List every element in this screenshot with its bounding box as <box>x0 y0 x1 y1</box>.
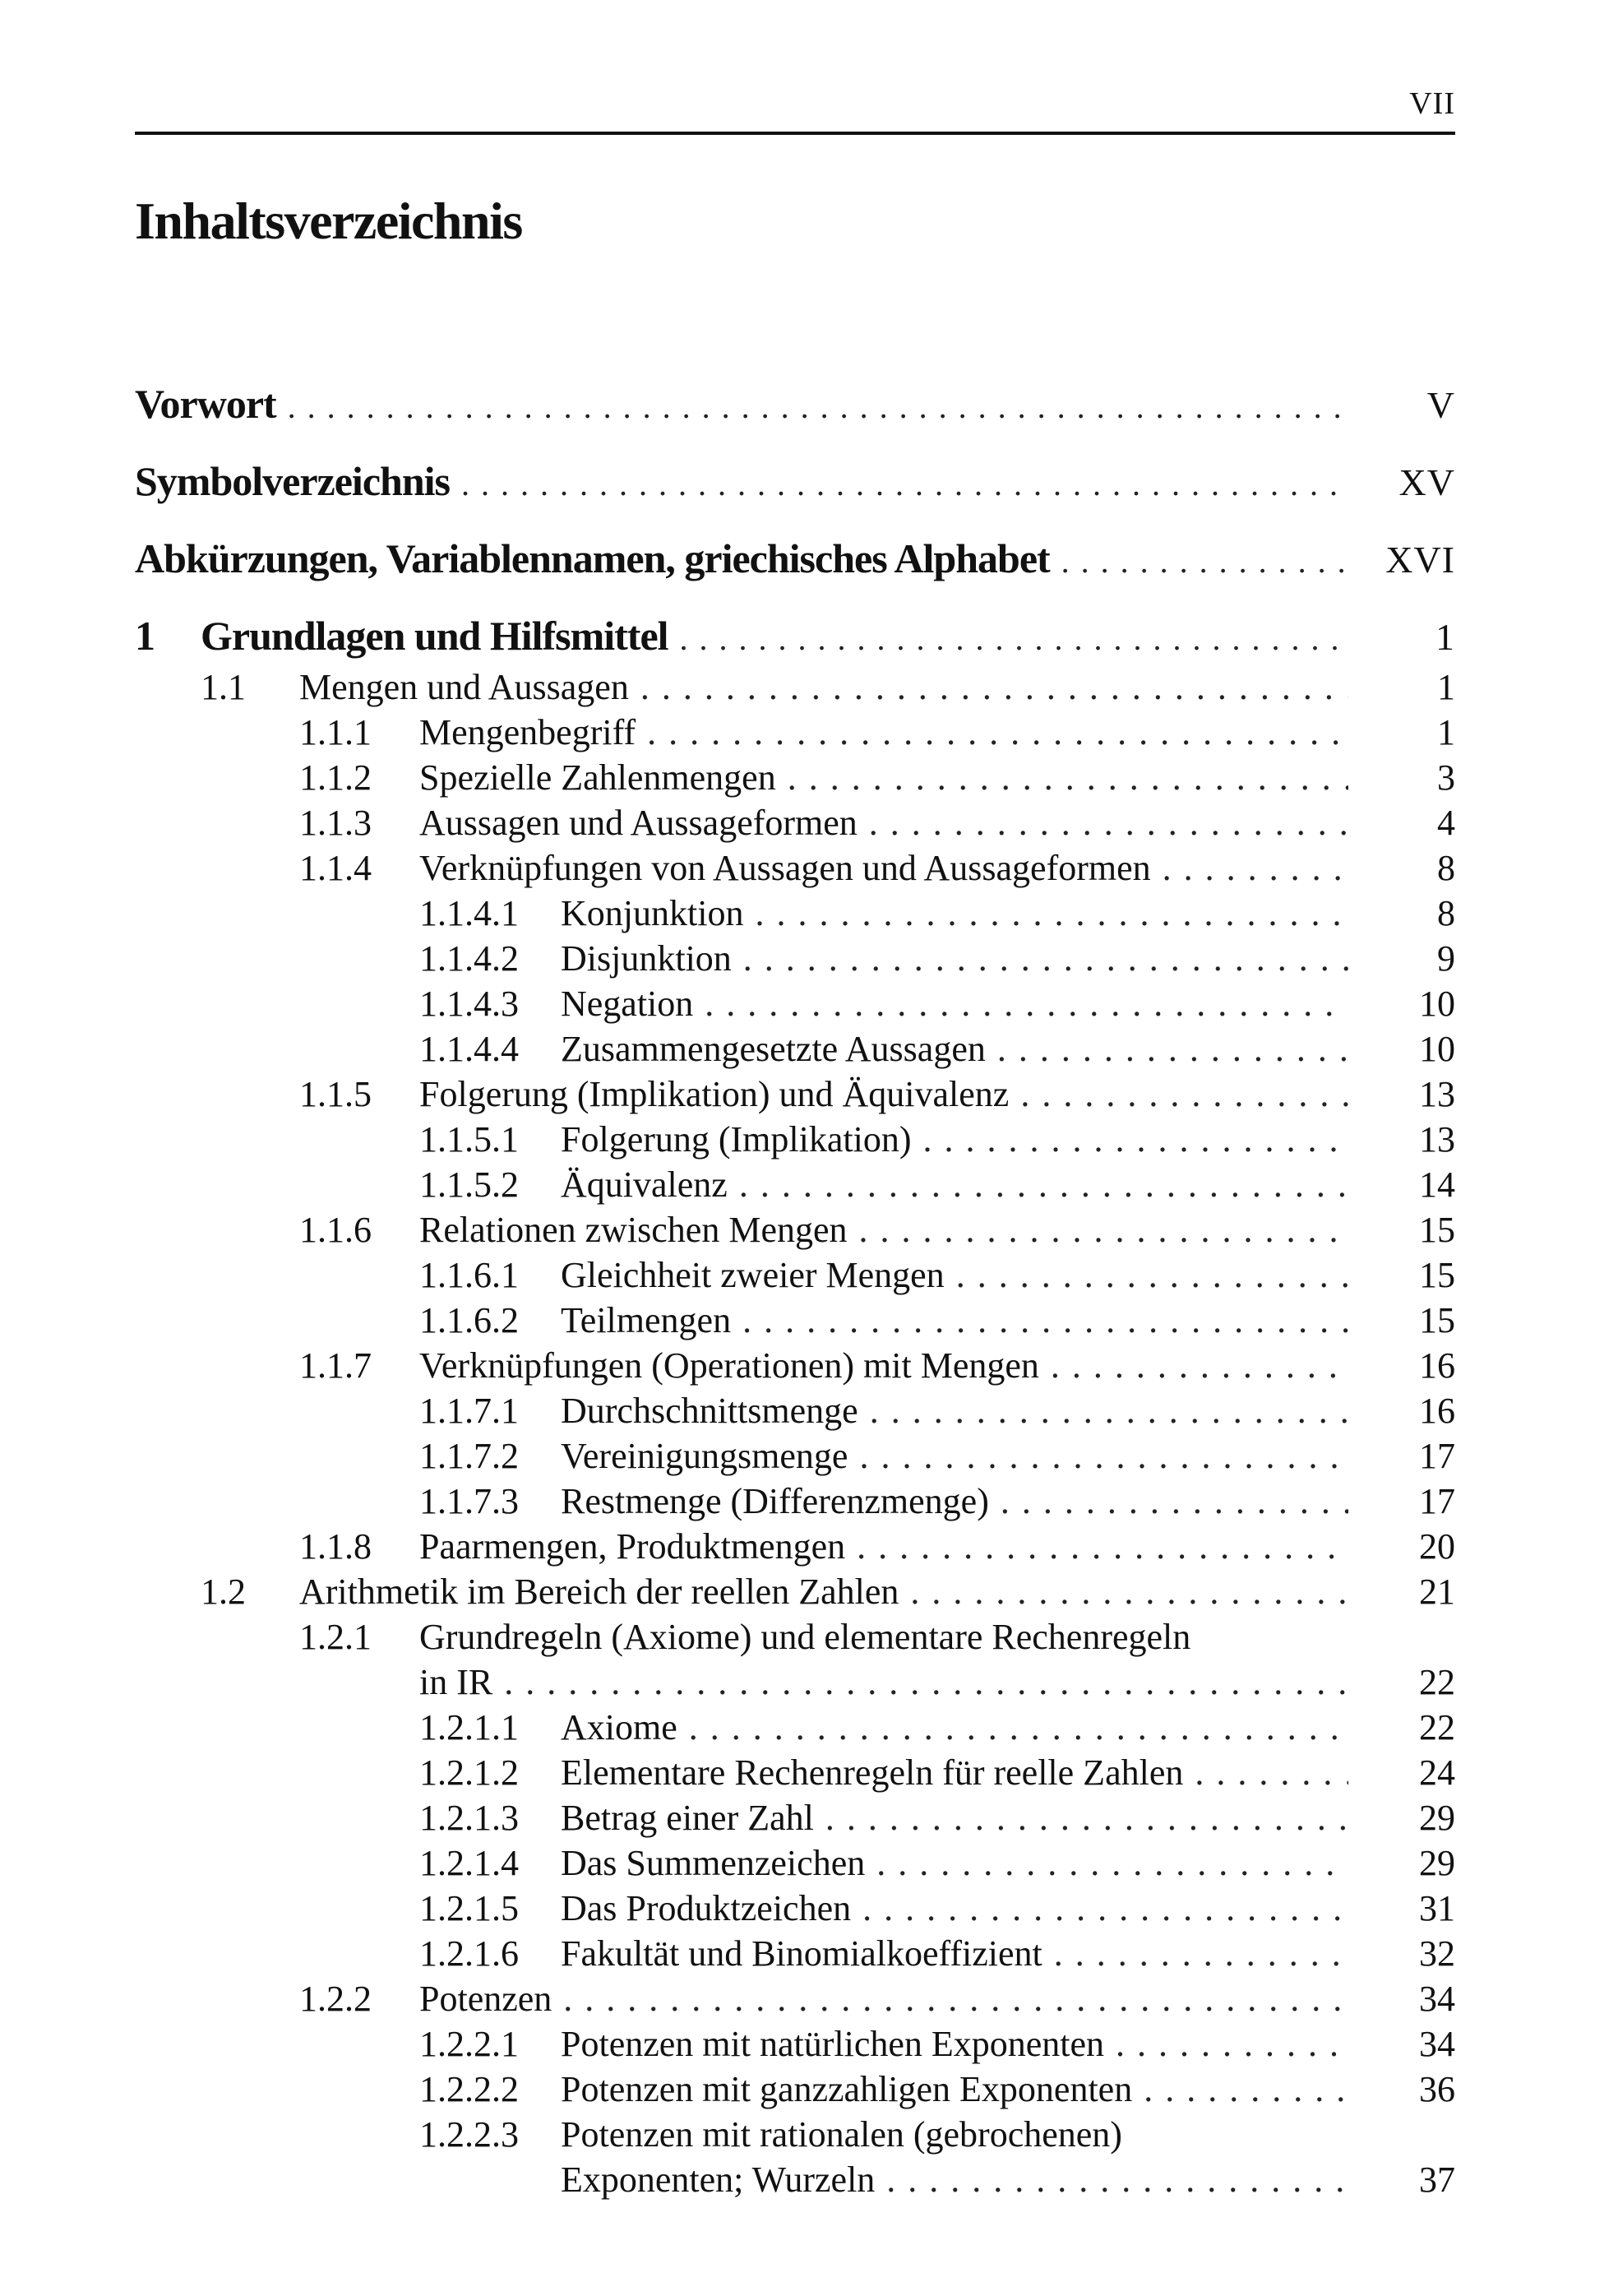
toc-entry-page: 15 <box>1419 1210 1455 1250</box>
toc-entry-page: 15 <box>1419 1255 1455 1295</box>
toc-entry[interactable] <box>135 1118 1455 1164</box>
toc-entry-number: 1.2.2.2 <box>419 2069 519 2109</box>
toc-entry-number: 1.2.1.6 <box>419 1933 519 1974</box>
dot-leader <box>755 892 1348 934</box>
toc-entry-number: 1.2.1.2 <box>419 1752 519 1793</box>
toc-entry-number: 1.1.7.1 <box>419 1391 519 1431</box>
toc-entry-title-continued: in IR <box>419 1662 493 1702</box>
dot-leader <box>705 983 1348 1025</box>
toc-entry[interactable] <box>135 2023 1455 2068</box>
toc-entry-number: 1.2.1.4 <box>419 1843 519 1883</box>
toc-entry-number: 1.1.5.1 <box>419 1119 519 1160</box>
toc-entry[interactable] <box>135 1797 1455 1842</box>
toc-entry-abkuerzungen[interactable] <box>135 535 1455 612</box>
toc-entry[interactable] <box>135 1571 1455 1616</box>
toc-entry-title: Das Summenzeichen <box>561 1843 866 1883</box>
dot-leader <box>680 619 1348 658</box>
toc-entry[interactable] <box>135 666 1455 711</box>
toc-entry-title: Potenzen <box>419 1979 552 2019</box>
toc-entry-number: 1.2.2 <box>299 1979 372 2019</box>
dot-leader <box>859 1209 1348 1251</box>
page-title: Inhaltsverzeichnis <box>135 192 522 250</box>
toc-entry-title: Abkürzungen, Variablennamen, griechisches Alphabet <box>135 535 1050 581</box>
toc-entry-title: Elementare Rechenregeln für reelle Zahlen <box>561 1752 1184 1793</box>
toc-entry-number: 1.1.4.2 <box>419 938 519 979</box>
page-number: VII <box>1409 86 1455 121</box>
toc-entry-page: 10 <box>1419 984 1455 1024</box>
dot-leader <box>1061 542 1348 581</box>
toc-entry-title: Verknüpfungen von Aussagen und Aussageformen <box>419 848 1151 888</box>
toc-entry-title: Konjunktion <box>561 893 744 933</box>
toc-entry[interactable] <box>135 1254 1455 1299</box>
toc-entry-title: Äquivalenz <box>561 1164 728 1205</box>
dot-leader <box>1051 1345 1348 1386</box>
dot-leader <box>825 1797 1348 1839</box>
toc-entry-title: Vorwort <box>135 381 276 427</box>
toc-entry-title: Arithmetik im Bereich der reellen Zahlen <box>299 1572 899 1612</box>
toc-entry-page: 17 <box>1419 1436 1455 1476</box>
toc-entry-title: Symbolverzeichnis <box>135 458 450 504</box>
toc-chapter-1[interactable] <box>135 612 1455 666</box>
toc-entry-page: V <box>1426 384 1455 426</box>
dot-leader <box>743 937 1348 979</box>
dot-leader <box>869 802 1348 844</box>
dot-leader <box>886 2159 1348 2201</box>
toc-entry-number: 1.1.5 <box>299 1074 372 1114</box>
toc-entry-title: Folgerung (Implikation) und Äquivalenz <box>419 1074 1010 1114</box>
toc-entry-title: Folgerung (Implikation) <box>561 1119 912 1160</box>
dot-leader <box>1195 1752 1348 1794</box>
toc-entry-number: 1.1.4.4 <box>419 1029 519 1069</box>
toc-entry-title: Gleichheit zweier Mengen <box>561 1255 945 1295</box>
toc-entry[interactable] <box>135 1435 1455 1480</box>
dot-leader <box>563 1978 1348 2020</box>
toc-entry-title: Verknüpfungen (Operationen) mit Mengen <box>419 1345 1039 1386</box>
dot-leader <box>739 1164 1348 1206</box>
dot-leader <box>689 1706 1348 1748</box>
toc-entry[interactable] <box>135 1164 1455 1209</box>
toc-entry[interactable] <box>135 2113 1455 2159</box>
toc-entry[interactable] <box>135 1525 1455 1571</box>
toc-entry-title: Aussagen und Aussageformen <box>419 803 858 843</box>
toc-entry-continuation[interactable] <box>135 1661 1455 1706</box>
toc-entry-page: 8 <box>1437 893 1455 933</box>
toc-entry-page: 1 <box>1437 667 1455 707</box>
toc-entry-title: Zusammengesetzte Aussagen <box>561 1029 986 1069</box>
toc-entry[interactable] <box>135 1073 1455 1118</box>
toc-entry-vorwort[interactable] <box>135 380 1455 457</box>
toc-entry-title: Mengenbegriff <box>419 712 636 752</box>
dot-leader <box>997 1028 1348 1070</box>
toc-entry-number: 1.1.7.3 <box>419 1481 519 1521</box>
toc-entry-number: 1.1.8 <box>299 1526 372 1567</box>
toc-entry-number: 1.1.4.3 <box>419 984 519 1024</box>
toc-entry[interactable] <box>135 983 1455 1028</box>
toc-entry-page: 16 <box>1419 1345 1455 1386</box>
toc-entry[interactable] <box>135 1345 1455 1390</box>
dot-leader <box>862 1887 1348 1929</box>
toc-entry-page: XVI <box>1385 539 1455 581</box>
toc-entry-title: Paarmengen, Produktmengen <box>419 1526 846 1567</box>
dot-leader <box>461 465 1348 503</box>
dot-leader <box>1054 1933 1348 1974</box>
dot-leader <box>640 666 1348 708</box>
dot-leader <box>1020 1073 1348 1115</box>
toc-entry-page: 29 <box>1419 1843 1455 1883</box>
toc-entry[interactable] <box>135 1933 1455 1978</box>
dot-leader <box>923 1118 1349 1160</box>
toc-entry-title: Potenzen mit rationalen (gebrochenen) <box>561 2114 1122 2155</box>
toc-entry-page: 22 <box>1419 1707 1455 1747</box>
toc-entry-title: Negation <box>561 984 694 1024</box>
toc-entry-page: 13 <box>1419 1119 1455 1160</box>
toc-entry-number: 1.2.1 <box>299 1617 372 1657</box>
toc-entry-title: Grundregeln (Axiome) und elementare Rechenregeln <box>419 1617 1191 1657</box>
toc-entry-number: 1.2.2.1 <box>419 2024 519 2064</box>
toc-entry[interactable] <box>135 1842 1455 1887</box>
toc-entry-page: 37 <box>1419 2159 1455 2200</box>
toc-entry[interactable] <box>135 1752 1455 1797</box>
toc-entry[interactable] <box>135 1209 1455 1254</box>
toc-entry-title: Fakultät und Binomialkoeffizient <box>561 1933 1042 1974</box>
dot-leader <box>504 1661 1348 1703</box>
dot-leader <box>742 1299 1348 1341</box>
toc-entry-number: 1.1.6.2 <box>419 1300 519 1340</box>
toc-entry-number: 1.1.4 <box>299 848 372 888</box>
toc-entry-number: 1.1 <box>201 667 246 707</box>
toc-entry-symbolverzeichnis[interactable] <box>135 457 1455 535</box>
toc-entry[interactable] <box>135 937 1455 983</box>
toc-entry-title: Das Produktzeichen <box>561 1888 852 1928</box>
toc-entry[interactable] <box>135 1887 1455 1933</box>
toc-entry-title: Betrag einer Zahl <box>561 1798 814 1838</box>
dot-leader <box>859 1435 1348 1477</box>
toc-entry[interactable] <box>135 711 1455 757</box>
toc-entry-number: 1.1.2 <box>299 757 372 798</box>
toc-entry-number: 1.1.6.1 <box>419 1255 519 1295</box>
dot-leader <box>1163 847 1348 889</box>
toc-chapter-number: 1 <box>135 613 155 659</box>
dot-leader <box>788 757 1348 799</box>
toc-entry-page: 36 <box>1419 2069 1455 2109</box>
toc-entry-page: 31 <box>1419 1888 1455 1928</box>
toc-entry-number: 1.1.7 <box>299 1345 372 1386</box>
dot-leader <box>647 711 1348 753</box>
toc-entry[interactable] <box>135 1028 1455 1073</box>
toc-entry-page: 29 <box>1419 1798 1455 1838</box>
header-rule <box>135 132 1455 135</box>
toc-entry-page: 21 <box>1419 1572 1455 1612</box>
toc-entry-title: Spezielle Zahlenmengen <box>419 757 776 798</box>
toc-entry-title: Restmenge (Differenzmenge) <box>561 1481 989 1521</box>
toc-entry-page: 8 <box>1437 848 1455 888</box>
toc-entry-page: 10 <box>1419 1029 1455 1069</box>
toc-entry-page: 4 <box>1437 803 1455 843</box>
toc-entry-title-continued: Exponenten; Wurzeln <box>561 2159 876 2200</box>
toc-entry[interactable] <box>135 1390 1455 1435</box>
toc-entry-page: 3 <box>1437 757 1455 798</box>
toc-entry[interactable] <box>135 802 1455 847</box>
toc-entry-number: 1.2 <box>201 1572 246 1612</box>
toc-entry-title: Mengen und Aussagen <box>299 667 629 707</box>
toc-entry[interactable] <box>135 847 1455 892</box>
dot-leader <box>956 1254 1348 1296</box>
dot-leader <box>1144 2068 1348 2110</box>
toc-entry[interactable] <box>135 757 1455 802</box>
toc-entry-number: 1.2.2.3 <box>419 2114 519 2155</box>
toc-entry-title: Axiome <box>561 1707 677 1747</box>
toc-entry-title: Potenzen mit natürlichen Exponenten <box>561 2024 1105 2064</box>
toc-entry-continuation[interactable] <box>135 2159 1455 2204</box>
toc-entry[interactable] <box>135 1978 1455 2023</box>
table-of-contents <box>135 380 1455 2204</box>
dot-leader <box>870 1390 1348 1432</box>
toc-entry-number: 1.2.1.1 <box>419 1707 519 1747</box>
toc-entry-page: 9 <box>1437 938 1455 979</box>
toc-entry-number: 1.1.1 <box>299 712 372 752</box>
toc-entry-number: 1.2.1.5 <box>419 1888 519 1928</box>
toc-entry-page: 15 <box>1419 1300 1455 1340</box>
toc-entry-title: Potenzen mit ganzzahligen Exponenten <box>561 2069 1133 2109</box>
toc-entry-page: 16 <box>1419 1391 1455 1431</box>
toc-entry-title: Relationen zwischen Mengen <box>419 1210 848 1250</box>
toc-entry-page: 34 <box>1419 2024 1455 2064</box>
toc-entry-page: XV <box>1398 461 1455 503</box>
toc-entry-page: 32 <box>1419 1933 1455 1974</box>
dot-leader <box>1116 2023 1348 2065</box>
toc-entry-page: 34 <box>1419 1979 1455 2019</box>
toc-entry-number: 1.1.7.2 <box>419 1436 519 1476</box>
toc-entry-page: 20 <box>1419 1526 1455 1567</box>
dot-leader <box>857 1525 1348 1567</box>
toc-entry-number: 1.1.4.1 <box>419 893 519 933</box>
toc-entry-title: Durchschnittsmenge <box>561 1391 858 1431</box>
toc-entry-number: 1.1.6 <box>299 1210 372 1250</box>
dot-leader <box>288 387 1348 426</box>
toc-entry-page: 13 <box>1419 1074 1455 1114</box>
toc-entry[interactable] <box>135 2068 1455 2113</box>
toc-entry[interactable] <box>135 1480 1455 1525</box>
toc-chapter-title: Grundlagen und Hilfsmittel <box>201 613 668 659</box>
toc-entry-title: Teilmengen <box>561 1300 732 1340</box>
toc-entry-page: 24 <box>1419 1752 1455 1793</box>
toc-entry-page: 1 <box>1437 712 1455 752</box>
toc-entry-title: Disjunktion <box>561 938 732 979</box>
toc-entry-page: 22 <box>1419 1662 1455 1702</box>
toc-entry-number: 1.2.1.3 <box>419 1798 519 1838</box>
toc-entry-number: 1.1.5.2 <box>419 1164 519 1205</box>
toc-entry-title: Vereinigungsmenge <box>561 1436 848 1476</box>
toc-entry-page: 17 <box>1419 1481 1455 1521</box>
toc-chapter-page: 1 <box>1435 616 1455 658</box>
toc-entry[interactable] <box>135 1706 1455 1752</box>
dot-leader <box>910 1571 1348 1613</box>
toc-entry-number: 1.1.3 <box>299 803 372 843</box>
toc-entry[interactable] <box>135 1299 1455 1345</box>
toc-entry[interactable] <box>135 1616 1455 1661</box>
toc-entry-page: 14 <box>1419 1164 1455 1205</box>
toc-entry[interactable] <box>135 892 1455 937</box>
dot-leader <box>1001 1480 1348 1522</box>
dot-leader <box>876 1842 1348 1884</box>
